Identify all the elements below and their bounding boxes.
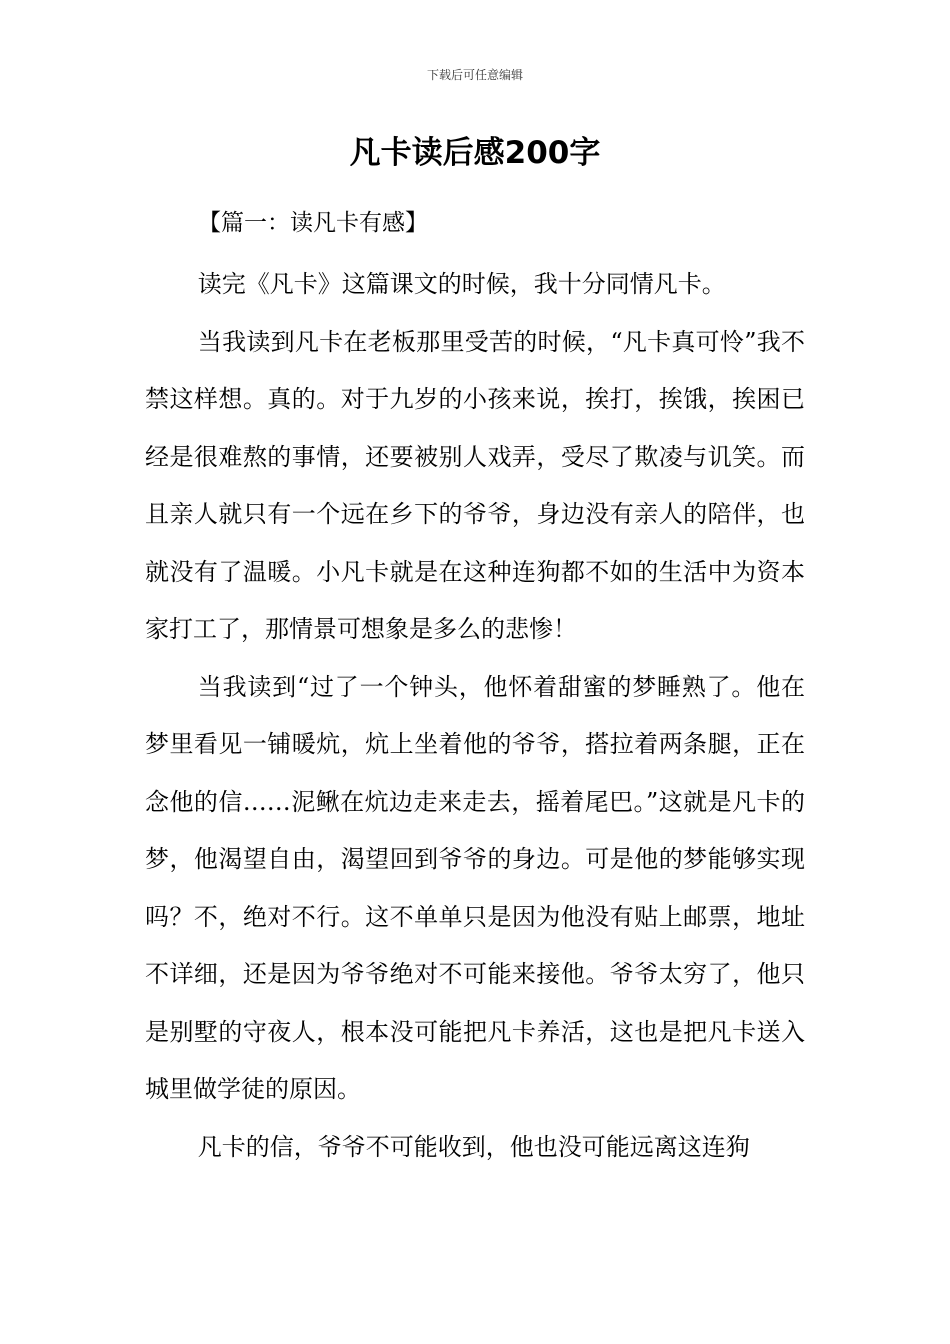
paragraph: 凡卡的信，爷爷不可能收到，他也没可能远离这连狗 [197, 1132, 750, 1161]
paragraph: 当我读到“过了一个钟头，他怀着甜蜜的梦睡熟了。他在梦里看见一铺暖炕，炕上坐着他的爷爷，搭拉着两条腿，正在念他的信……泥鳅在炕边走来走去，摇着尾巴。”这就是凡卡的梦，他渴望自由，渴望回到爷爷的身边。可是他的梦能够实现吗？不，绝对不行。这不单单只是因为他没有贴上邮票，地址不详细，还是因为爷爷绝对不可能来接他。爷爷太穷了，他只是别墅的守夜人，根本没可能把凡卡养活，这也是把凡卡送入城里做学徒的原因。 [145, 672, 805, 1103]
document-title: 凡卡读后感200字 [349, 135, 601, 171]
paragraph: 当我读到凡卡在老板那里受苦的时候，“凡卡真可怜”我不禁这样想。真的。对于九岁的小孩来说，挨打，挨饿，挨困已经是很难熬的事情，还要被别人戏弄，受尽了欺凌与讥笑。而且亲人就只有一个远在乡下的爷爷，身边没有亲人的陪伴，也就没有了温暖。小凡卡就是在这种连狗都不如的生活中为资本家打工了，那情景可想象是多么的悲惨！ [145, 327, 805, 643]
section-heading: 【篇一：读凡卡有感】 [198, 210, 428, 236]
header-note: 下载后可任意编辑 [426, 68, 523, 82]
paragraph: 读完《凡卡》这篇课文的时候，我十分同情凡卡。 [197, 270, 726, 298]
body-text [145, 256, 805, 1176]
